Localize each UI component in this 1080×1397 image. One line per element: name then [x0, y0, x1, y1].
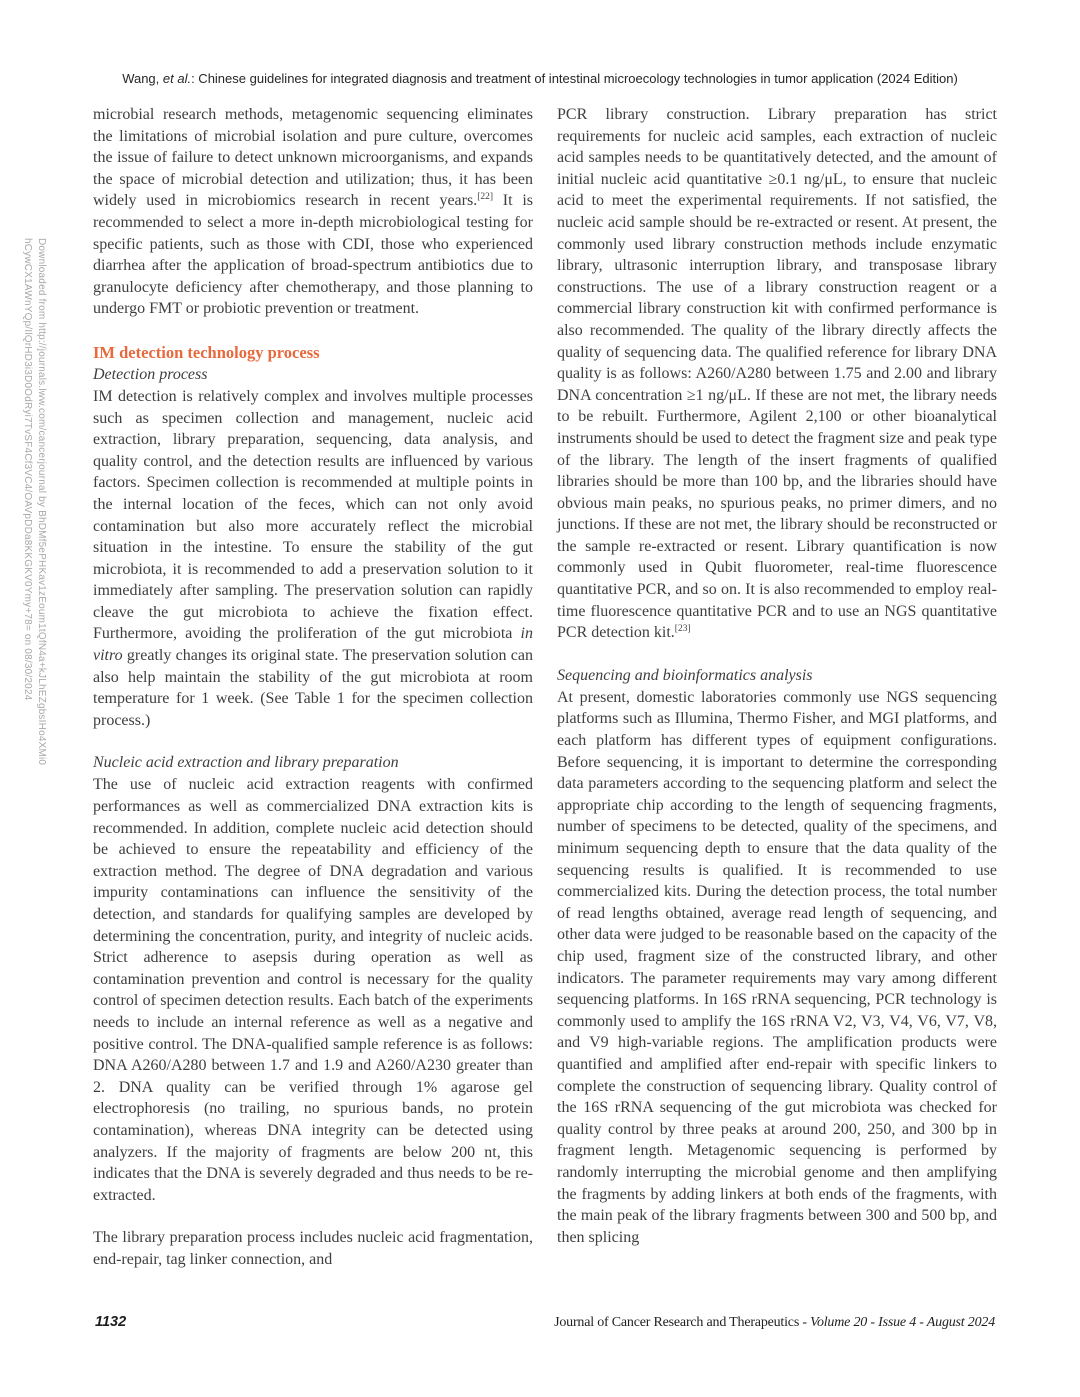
watermark-line-2: hCywCX1AWnYQp/IlQrHD3i3D0OdRyi7TvSF4Cf3VC4/OAVpDDa8KKGKV0Ymy+78= on 08/30/2024 [22, 238, 33, 701]
running-header [50, 71, 1030, 86]
watermark-line-1: Downloaded from http://journals.lww.com/cancerjournal by BhDMf5ePHKav1zEoum1tQfN4a+kJLhEZgbsIHo4XMi0 [36, 238, 47, 766]
paragraph-library-preparation: The library preparation process includes nucleic acid fragmentation, end-repair, tag linker connection, and [93, 1229, 533, 1268]
journal-name: Journal of Cancer Research and Therapeutics [554, 1315, 800, 1330]
right-column [557, 104, 997, 1271]
journal-issue-info: - Volume 20 - Issue 4 - August 2024 [799, 1315, 995, 1330]
journal-citation [554, 1315, 995, 1331]
paragraph-sequencing-platforms: At present, domestic laboratories commonly use NGS sequencing platforms such as Illumina, Thermo Fisher, and MGI platforms, and each platform has different types of equipment configurations. Before sequencing, it is important to determine the corresponding data parameters according to the sequencing platform and select the appropriate chip according to the length of sequencing fragments, number of specimens to be detected, quality of the specimens, and minimum sequencing depth to ensure that the data quality of the sequencing results is qualified. It is recommended to use commercialized kits. During the detection process, the total number of read lengths obtained, average read length of sequencing, and other data were judged to be reasonable based on the capacity of the chip used, fragment size of the constructed library, and other indicators. The parameter requirements may vary among different sequencing platforms. In 16S rRNA sequencing, PCR technology is commonly used to amplify the 16S rRNA V2, V3, V4, V6, V7, V8, and V9 high-variable regions. The amplification products were quantified and amplified after end-repair with specific linkers to complete the construction of sequencing library. Quality control of the 16S rRNA sequencing of the gut microbiota was checked for quality control by three peaks at around 200, 250, and 300 bp in fragment length. Metagenomic sequencing is performed by randomly interrupting the microbial genome and then amplifying the fragments by adding linkers at both ends of the fragments, with the main peak of the library fragments between 300 and 500 bp, and then splicing [557, 688, 997, 1246]
two-column-body [93, 104, 997, 1271]
left-column [93, 104, 533, 1271]
paragraph-pcr-library-construction: PCR library construction. Library preparation has strict requirements for nucleic acid samples, each extraction of nucleic acid samples needs to be quantitatively detected, and the amount of initial nucleic acid quantitative ≥0.1 ng/μL, to ensure that nucleic acid to meet the experimental requirements. If not satisfied, the nucleic acid sample should be re-extracted or resent. At present, the commonly used library construction methods include enzymatic library, ultrasonic interruption library, and transposase library constructions. The use of a library construction reagent or a commercial library construction kit with confirmed performance is also recommended. The quality of the library directly affects the quality of sequencing data. The qualified reference for library DNA quality is as follows: A260/A280 between 1.75 and 2.00 and library DNA concentration ≥1 ng/μL. If these are not met, the library needs to be rebuilt. Furthermore, Agilent 2,100 or other bioanalytical instruments should be used to detect the fragment size and peak type of the library. The length of the insert fragments of qualified libraries should be more than 100 bp, and the libraries should have obvious main peaks, no spurious peaks, no primer dimers, and no junctions. If these are not met, the library should be reconstructed or the sample re-extracted or resent. Library quantification is now commonly used in Qubit fluorometer, real-time fluorescence quantitative PCR, and so on. It is also recommended to employ real-time fluorescence quantitative PCR and to use an NGS quantitative PCR detection kit.[23] [557, 106, 997, 642]
running-header-etal: et al. [162, 71, 192, 86]
page-number: 1132 [95, 1314, 127, 1330]
subheading-nucleic-acid-extraction: Nucleic acid extraction and library preparation [93, 754, 399, 772]
subheading-detection-process: Detection process [93, 365, 208, 383]
subheading-sequencing-bioinformatics: Sequencing and bioinformatics analysis [557, 666, 813, 684]
running-header-authors: Wang, [122, 71, 163, 86]
running-header-title: : Chinese guidelines for integrated diagnosis and treatment of intestinal microecology technologies in tumor application (2024 Edition) [191, 71, 958, 86]
page-footer [95, 1314, 995, 1331]
paragraph-nucleic-acid-extraction: The use of nucleic acid extraction reagents with confirmed performances as well as commercialized DNA extraction kits is recommended. In addition, complete nucleic acid detection should be achieved to ensure the repeatability and efficiency of the extraction method. The degree of DNA degradation and various impurity contaminations can influence the sensitivity of the detection, and standards for qualifying samples are developed by determining the concentration, purity, and integrity of nucleic acids. Strict adherence to asepsis during operation as well as contamination prevention and control is necessary for the quality control of specimen detection results. Each batch of the experiments needs to include an internal reference as well as a negative and positive control. The DNA-qualified sample reference is as follows: DNA A260/A280 between 1.7 and 1.9 and A260/A230 greater than 2. DNA quality can be verified through 1% agarose gel electrophoresis (no trailing, no spurious bands, no protein contamination), whereas DNA integrity can be detected using analyzers. If the majority of fragments are below 200 nt, this indicates that the DNA is severely degraded and thus needs to be re-extracted. [93, 776, 533, 1204]
download-watermark [20, 238, 48, 765]
paragraph-metagenomic-sequencing: microbial research methods, metagenomic sequencing eliminates the limitations of microbial isolation and pure culture, overcomes the issue of failure to detect unknown microorganisms, and expands the space of microbial detection and utilization; thus, it has been widely used in microbiomics research in recent years.[22] It is recommended to select a more in-depth microbiological testing for specific patients, such as those with CDI, those who experienced diarrhea after the application of broad-spectrum antibiotics due to granulocyte deficiency after chemotherapy, and those planning to undergo FMT or probiotic prevention or treatment. [93, 106, 533, 318]
paragraph-detection-process: IM detection is relatively complex and involves multiple processes such as specimen collection and management, nucleic acid extraction, library preparation, sequencing, data analysis, and quality control, and the detection results are influenced by various factors. Specimen collection is recommended at multiple points in the internal location of the feces, which can not only avoid contamination but also more accurately reflect the microbial situation in the intestine. To ensure the stability of the gut microbiota, it is recommended to add a preservation solution to it immediately after sampling. The preservation solution can rapidly cleave the gut microbiota to achieve the fixation effect. Furthermore, avoiding the proliferation of the gut microbiota in vitro greatly changes its original state. The preservation solution can also help maintain the stability of the gut microbiota at room temperature for 1 week. (See Table 1 for the specimen collection process.) [93, 387, 533, 729]
section-heading-im-detection: IM detection technology process [93, 342, 320, 362]
